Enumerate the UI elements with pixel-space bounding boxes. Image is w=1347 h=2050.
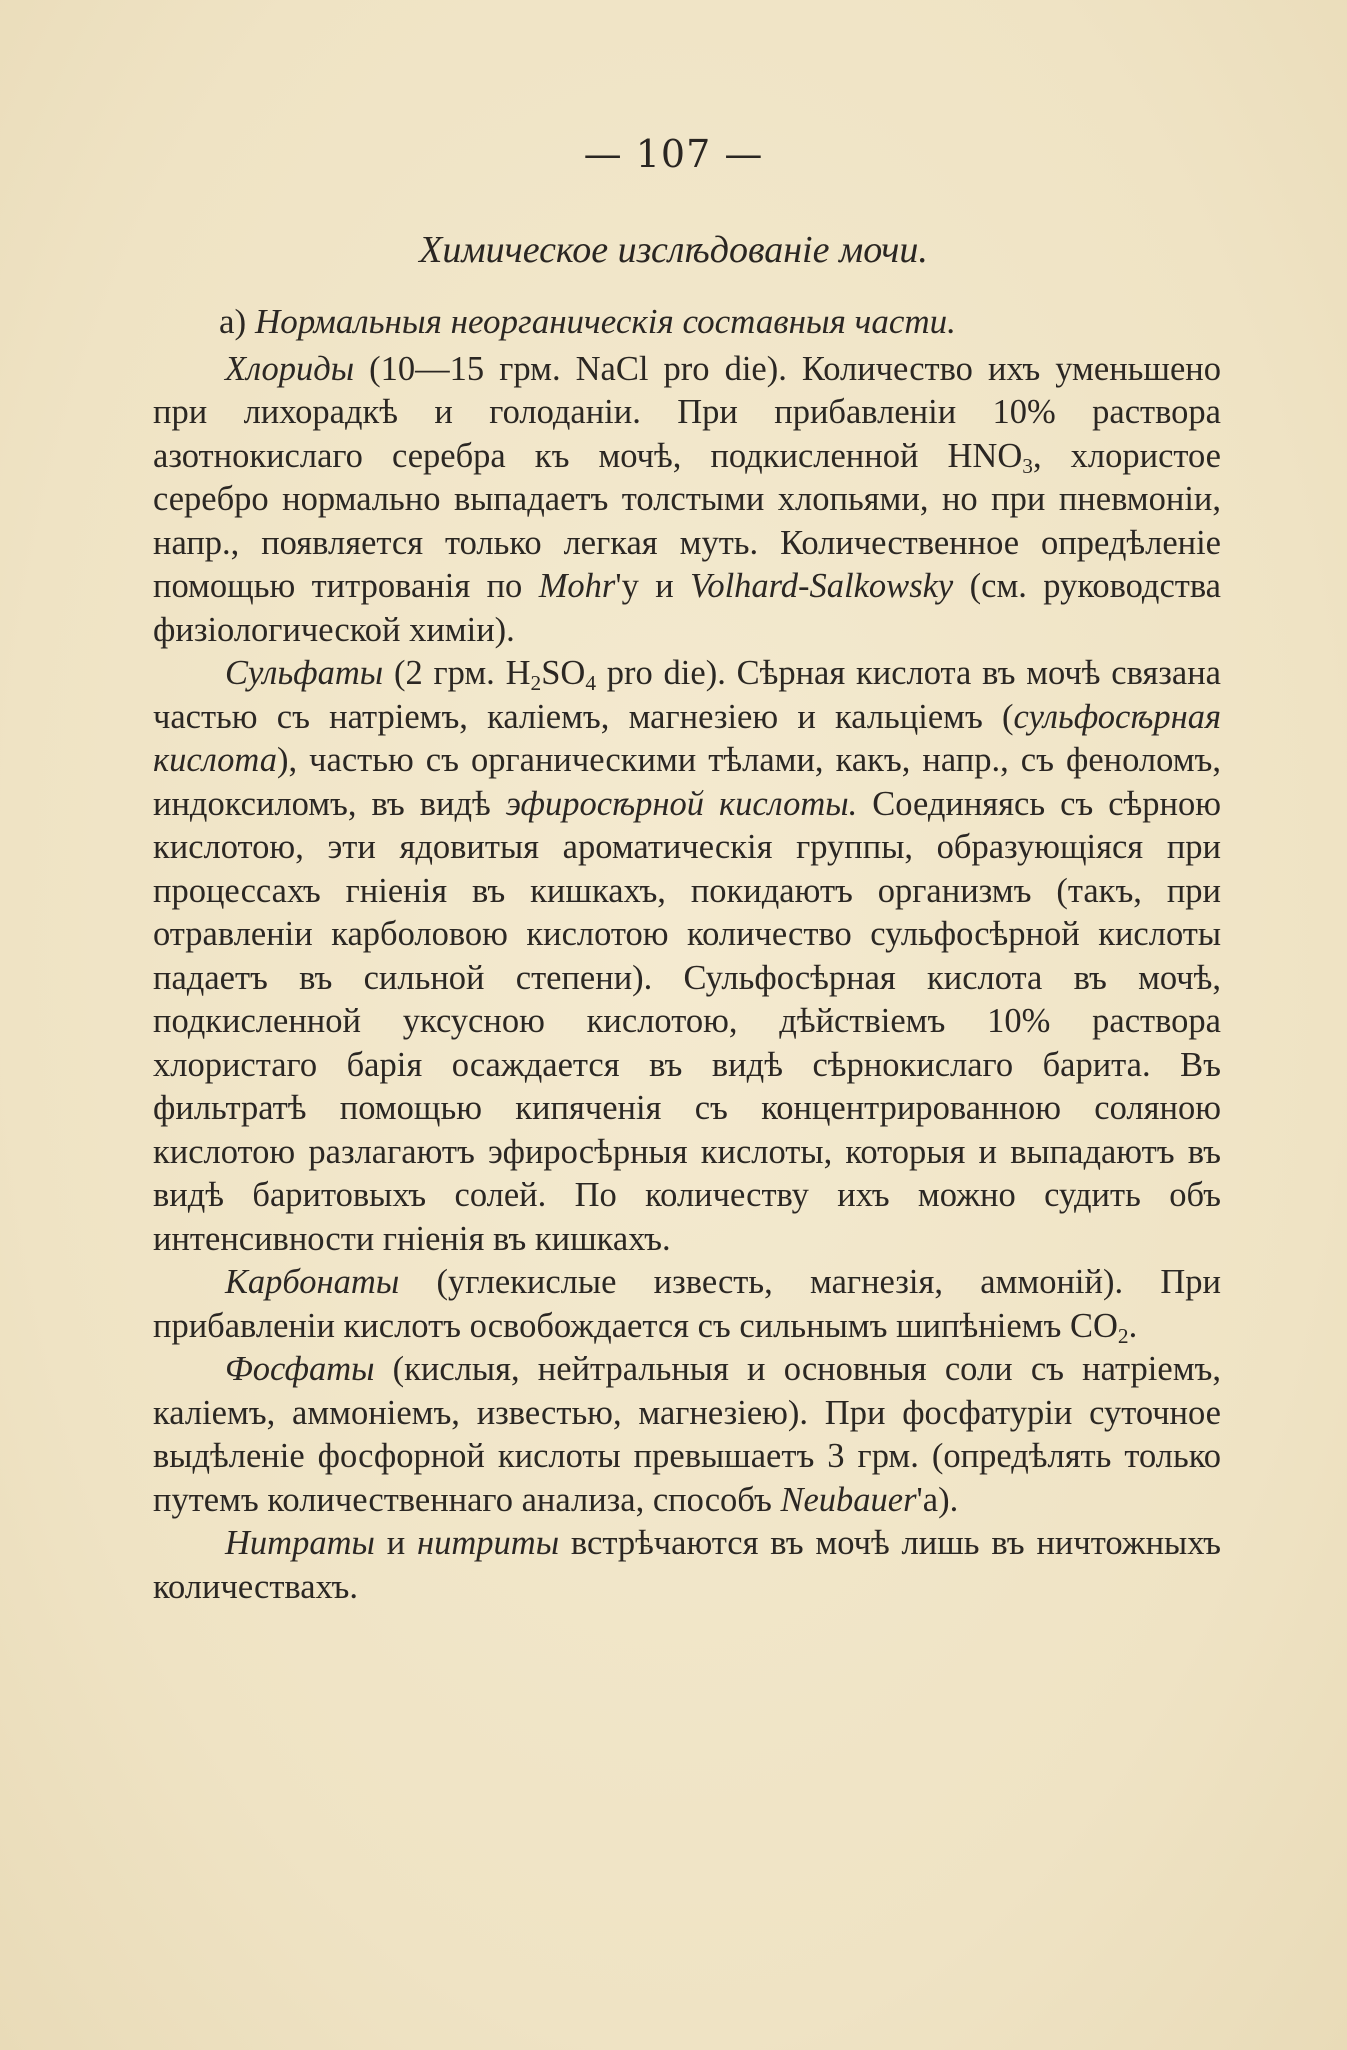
italic-term: Mohr [538,567,616,605]
chapter-heading: Химическое изслѣдованіе мочи. [419,229,928,271]
section-title: Нормальныя неорганическія составныя части. [254,302,956,341]
paragraph-nitrates [153,1522,1221,1609]
text-run: (10—15 грм. NaCl pro die). Количество ихъ уменьшено при лихорадкѣ и голоданіи. При прибавленіи 10% раствора азотнокислаго серебра къ мочѣ, подкисленной HNO [153,349,1221,475]
italic-term: Neubauer [780,1480,917,1519]
paragraph-phosphates [153,1348,1221,1522]
text-run: (кислыя, нейтральныя и основныя соли съ натріемъ, каліемъ, аммоніемъ, известью, магнезіею). При фосфатуріи суточное выдѣленіе фосфорной кислоты превышаетъ 3 грм. (опредѣлять только путемъ количественнаго анализа, способъ [153,1350,1221,1519]
italic-term: Хлориды [225,349,355,388]
subscript: 2 [1117,1323,1129,1348]
text-run: (см. руководства физіологической химіи). [153,567,1221,649]
section-marker: a) [219,302,247,341]
italic-term: Фосфаты [225,1350,375,1388]
text-run: 'а). [916,1480,959,1519]
paragraph-sulfates [153,652,1221,1261]
section-heading [153,300,1221,344]
text-run: Соединяясь съ сѣрною кислотою, эти ядовитыя ароматическія группы, образующіяся при процессахъ гніенія въ кишкахъ, покидаютъ организмъ (такъ, при отравленіи карболовою кислотою количество сульфосѣрной кислоты падаетъ въ сильной степени). Сульфосѣрная кислота въ мочѣ, подкисленной уксусною кислотою, дѣйствіемъ 10% раствора хлористаго барія осаждается въ видѣ сѣрнокислаго барита. Въ фильтратѣ помощью кипяченія съ концентрированною соляною кислотою разлагаютъ эфиросѣрныя кислоты, которыя и выпадаютъ въ видѣ баритовыхъ солей. По количеству ихъ можно судить объ интенсивности гніенія въ кишкахъ. [153,784,1221,1258]
body-text [153,300,1221,1609]
subscript: 3 [1022,453,1033,478]
italic-term: нитриты [417,1524,560,1562]
subscript: 2 [530,670,542,695]
italic-term: Нитраты [225,1524,375,1562]
text-run: (углекислые известь, магнезія, аммоній). При прибавленіи кислотъ освобождается съ сильнымъ шипѣніемъ CO [153,1263,1221,1345]
text-run: ), частью съ органическими тѣлами, какъ, напр., съ феноломъ, индоксиломъ, въ видѣ [153,741,1221,823]
page-number: — 107 — [583,132,764,176]
italic-term: сульфосѣрная кислота [153,697,1221,779]
italic-term: Карбонаты [225,1263,400,1301]
paragraph-carbonates [153,1261,1221,1348]
italic-term: эфиросѣрной кислоты. [505,784,858,823]
text-run: SO [541,654,586,692]
italic-term: Volhard-Salkowsky [690,567,954,605]
text-run: (2 грм. H [383,654,531,692]
italic-term: Сульфаты [225,654,384,692]
text-run: , хлористое серебро нормально выпадаетъ толстыми хлопьями, но при пневмоніи, напр., появляется только легкая муть. Количественное опредѣленіе помощью титрованія по [153,436,1221,605]
text-run: . [1128,1306,1138,1345]
paragraph-chlorides [153,348,1221,653]
text-run: встрѣчаются въ мочѣ лишь въ ничтожныхъ количествахъ. [153,1524,1221,1606]
subscript: 4 [585,670,596,695]
text-run: pro die). Сѣрная кислота въ мочѣ связана частью съ натріемъ, каліемъ, магнезіею и кальціемъ ( [153,654,1221,736]
text-run: и [374,1524,418,1562]
text-run: 'у и [615,567,691,605]
